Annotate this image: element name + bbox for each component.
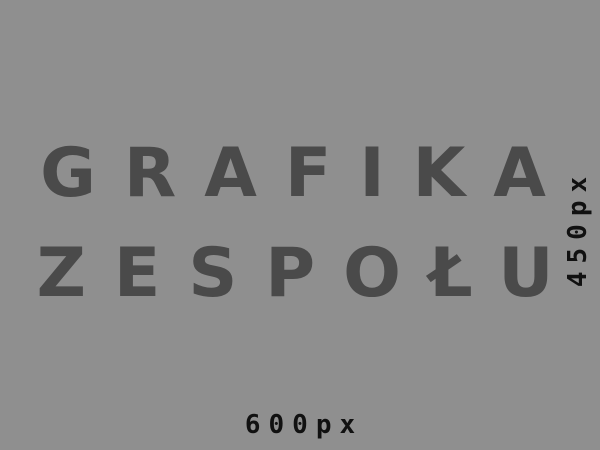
placeholder-title-line-2: ZESPOŁU (36, 234, 582, 313)
placeholder-title-line-1: GRAFIKA (40, 134, 574, 213)
width-dimension-label: 600px (244, 410, 364, 440)
height-dimension-label: 450px (563, 168, 593, 288)
